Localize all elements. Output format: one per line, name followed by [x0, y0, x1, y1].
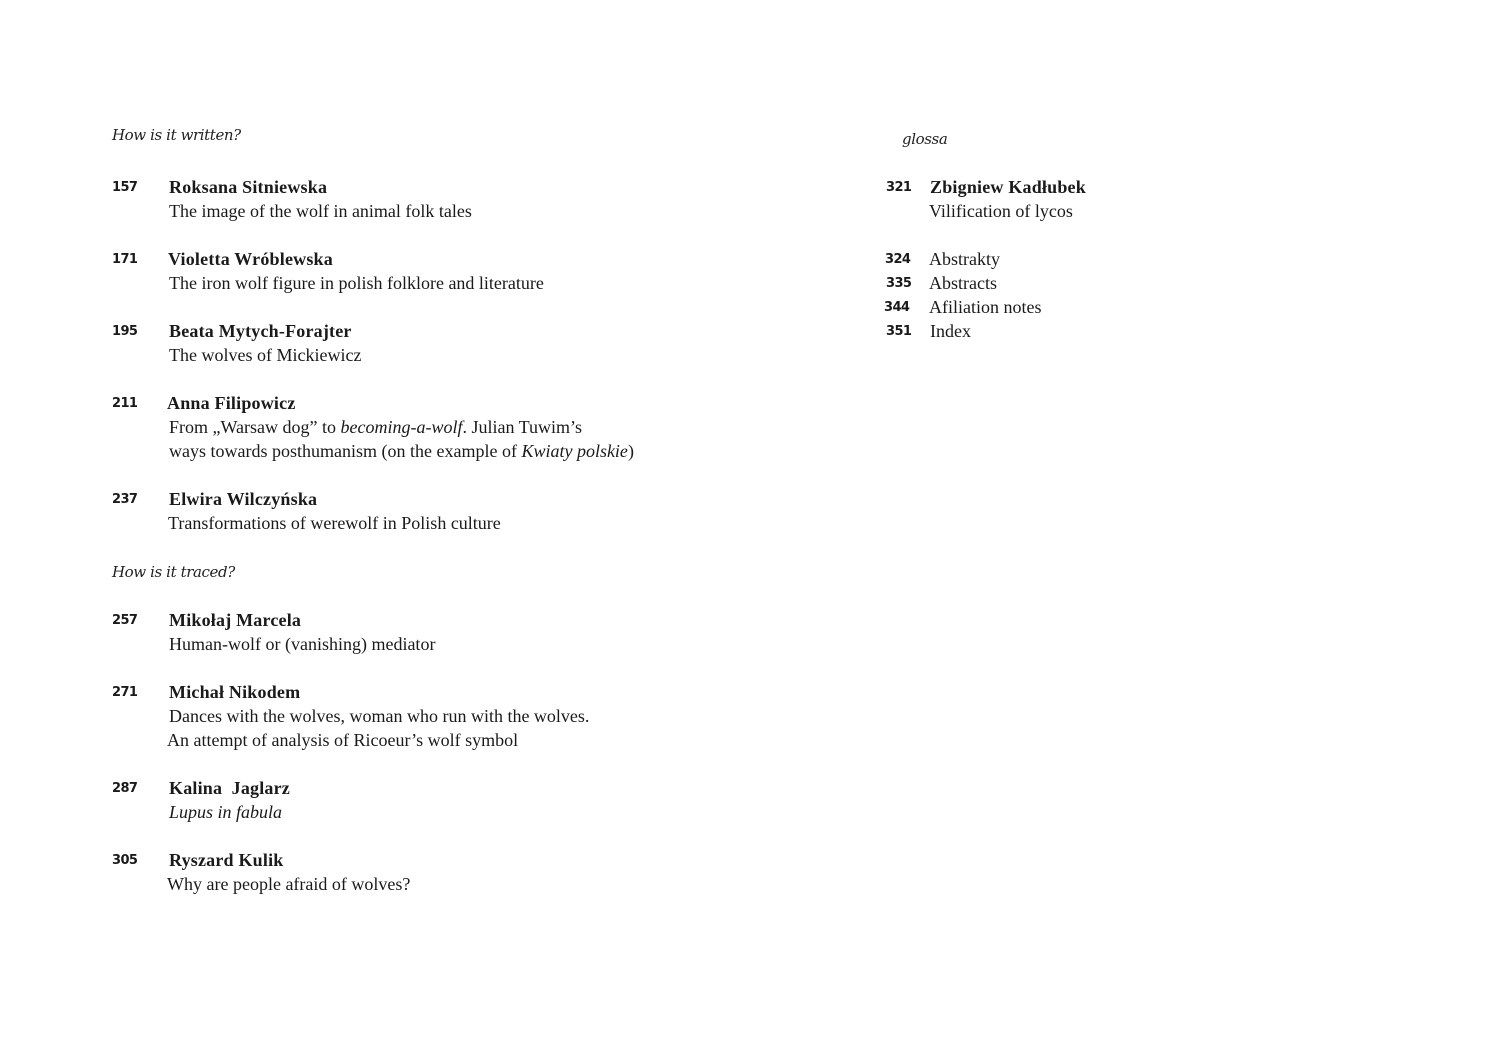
- article-title: Why are people afraid of wolves?: [167, 874, 411, 894]
- article-title: Lupus in fabula: [169, 802, 283, 822]
- page-number: 287: [112, 781, 138, 796]
- author-name: Michał Nikodem: [169, 682, 301, 702]
- title-text: ways towards posthumanism (on the example of: [169, 441, 522, 461]
- title-italic-text: becoming-a-wolf: [340, 417, 463, 437]
- article-title: The iron wolf figure in polish folklore and literature: [169, 273, 544, 293]
- article-title-line-2: An attempt of analysis of Ricoeur’s wolf symbol: [167, 730, 519, 750]
- article-title-line-1: Dances with the wolves, woman who run with the wolves.: [169, 706, 590, 726]
- author-name: Anna Filipowicz: [167, 393, 296, 413]
- back-matter-label: Index: [930, 321, 971, 341]
- section-heading: glossa: [902, 130, 948, 148]
- article-title-line-2: [169, 441, 634, 462]
- article-title: Human-wolf or (vanishing) mediator: [169, 634, 436, 654]
- page-number: 321: [886, 180, 912, 195]
- page-number: 351: [886, 324, 912, 339]
- author-name: Kalina Jaglarz: [169, 778, 290, 798]
- page-number: 335: [886, 276, 912, 291]
- page-number: 271: [112, 685, 138, 700]
- author-name: Mikołaj Marcela: [169, 610, 302, 630]
- title-text: From „Warsaw dog” to: [169, 417, 341, 437]
- page-number: 344: [884, 300, 910, 315]
- section-heading: How is it written?: [112, 126, 241, 144]
- article-title: Vilification of lycos: [929, 201, 1073, 221]
- page-number: 157: [112, 180, 138, 195]
- page-number: 195: [112, 324, 138, 339]
- author-name: Roksana Sitniewska: [169, 177, 328, 197]
- page-number: 237: [112, 492, 138, 507]
- article-title: The image of the wolf in animal folk tales: [169, 201, 472, 221]
- title-text: . Julian Tuwim’s: [462, 417, 583, 437]
- author-name: Violetta Wróblewska: [168, 249, 333, 269]
- page-number: 211: [112, 396, 138, 411]
- page-number: 305: [112, 853, 138, 868]
- author-name: Ryszard Kulik: [169, 850, 284, 870]
- back-matter-label: Abstrakty: [929, 249, 1000, 269]
- page-number: 257: [112, 613, 138, 628]
- title-italic-text: Kwiaty polskie: [521, 441, 628, 461]
- author-name: Beata Mytych-Forajter: [169, 321, 352, 341]
- back-matter-label: Abstracts: [929, 273, 997, 293]
- page-number: 171: [112, 252, 138, 267]
- author-name: Zbigniew Kadłubek: [930, 177, 1086, 197]
- author-name: Elwira Wilczyńska: [169, 489, 318, 509]
- title-text: ): [627, 441, 634, 461]
- page-number: 324: [885, 252, 911, 267]
- section-heading: How is it traced?: [112, 563, 235, 581]
- article-title-line-1: [169, 417, 582, 438]
- article-title: The wolves of Mickiewicz: [169, 345, 362, 365]
- back-matter-label: Afiliation notes: [929, 297, 1042, 317]
- article-title: Transformations of werewolf in Polish culture: [168, 513, 501, 533]
